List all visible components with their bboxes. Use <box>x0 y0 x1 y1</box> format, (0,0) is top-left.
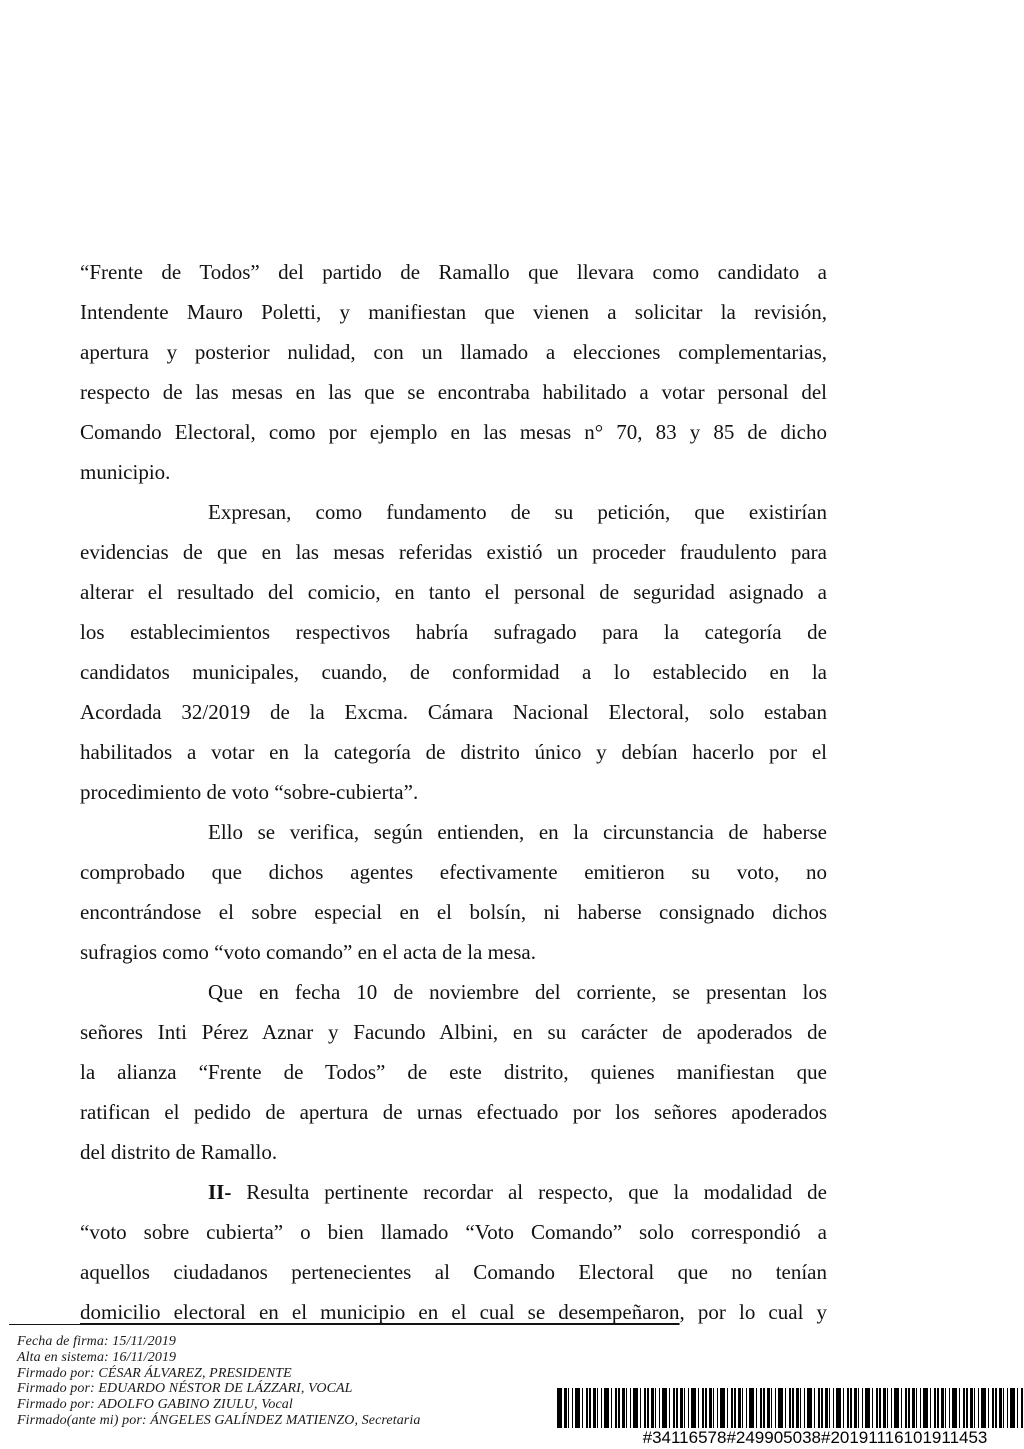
text-line: los establecimientos respectivos habría sufragado para la categoría de <box>80 620 827 644</box>
signature-line: Firmado(ante mi) por: ÁNGELES GALÍNDEZ MATIENZO, Secretaria <box>17 1412 421 1428</box>
text-line: encontrándose el sobre especial en el bolsín, ni haberse consignado dichos <box>80 900 827 924</box>
text-line: “voto sobre cubierta” o bien llamado “Voto Comando” solo correspondió a <box>80 1220 827 1244</box>
signature-line: Fecha de firma: 15/11/2019 <box>17 1334 177 1349</box>
text-line: Que en fecha 10 de noviembre del corriente, se presentan los <box>208 980 827 1004</box>
barcode-bars-icon <box>557 1388 1024 1428</box>
text-line: ratifican el pedido de apertura de urnas efectuado por los señores apoderados <box>80 1100 827 1124</box>
text-line: apertura y posterior nulidad, con un llamado a elecciones complementarias, <box>80 340 827 364</box>
signature-line: Alta en sistema: 16/11/2019 <box>17 1349 177 1365</box>
signature-line: Firmado por: ADOLFO GABINO ZIULU, Vocal <box>17 1397 293 1413</box>
text-line: “Frente de Todos” del partido de Ramallo que llevara como candidato a <box>80 260 827 284</box>
text-line: Expresan, como fundamento de su petición, que existirían <box>208 500 827 524</box>
text-line: Comando Electoral, como por ejemplo en las mesas n° 70, 83 y 85 de dicho <box>80 420 827 444</box>
text-line: Ello se verifica, según entienden, en la circunstancia de haberse <box>208 820 827 844</box>
text-line: respecto de las mesas en las que se encontraba habilitado a votar personal del <box>80 380 827 404</box>
text-line: Acordada 32/2019 de la Excma. Cámara Nacional Electoral, solo estaban <box>80 700 827 724</box>
text-line: del distrito de Ramallo. <box>80 1140 278 1164</box>
signature-block <box>17 1334 420 1429</box>
text-line: municipio. <box>80 460 171 484</box>
document-body <box>80 252 827 1332</box>
text-line: Intendente Mauro Poletti, y manifiestan que vienen a solicitar la revisión, <box>80 300 827 324</box>
text-line: domicilio electoral en el municipio en el cual se desempeñaron, por lo cual y <box>80 1292 827 1332</box>
barcode <box>557 1388 1021 1447</box>
text-line: la alianza “Frente de Todos” de este distrito, quienes manifiestan que <box>80 1060 827 1084</box>
text-line: aquellos ciudadanos pertenecientes al Comando Electoral que no tenían <box>80 1260 827 1284</box>
text-line: alterar el resultado del comicio, en tanto el personal de seguridad asignado a <box>80 580 827 604</box>
text-line: habilitados a votar en la categoría de distrito único y debían hacerlo por el <box>80 740 827 764</box>
text-line: II- Resulta pertinente recordar al respecto, que la modalidad de <box>208 1180 827 1204</box>
text-line: procedimiento de voto “sobre-cubierta”. <box>80 780 419 804</box>
barcode-value: #34116578#249905038#20191116101911453 <box>642 1428 988 1447</box>
text-line: comprobado que dichos agentes efectivamente emitieron su voto, no <box>80 860 827 884</box>
text-line: candidatos municipales, cuando, de conformidad a lo establecido en la <box>80 660 827 684</box>
text-line: sufragios como “voto comando” en el acta de la mesa. <box>80 940 536 964</box>
signature-line: Firmado por: CÉSAR ÁLVAREZ, PRESIDENTE <box>17 1365 292 1381</box>
text-line: señores Inti Pérez Aznar y Facundo Albini, en su carácter de apoderados de <box>80 1020 827 1044</box>
text-line: evidencias de que en las mesas referidas existió un proceder fraudulento para <box>80 540 827 564</box>
signature-line: Firmado por: EDUARDO NÉSTOR DE LÁZZARI, VOCAL <box>17 1381 353 1397</box>
